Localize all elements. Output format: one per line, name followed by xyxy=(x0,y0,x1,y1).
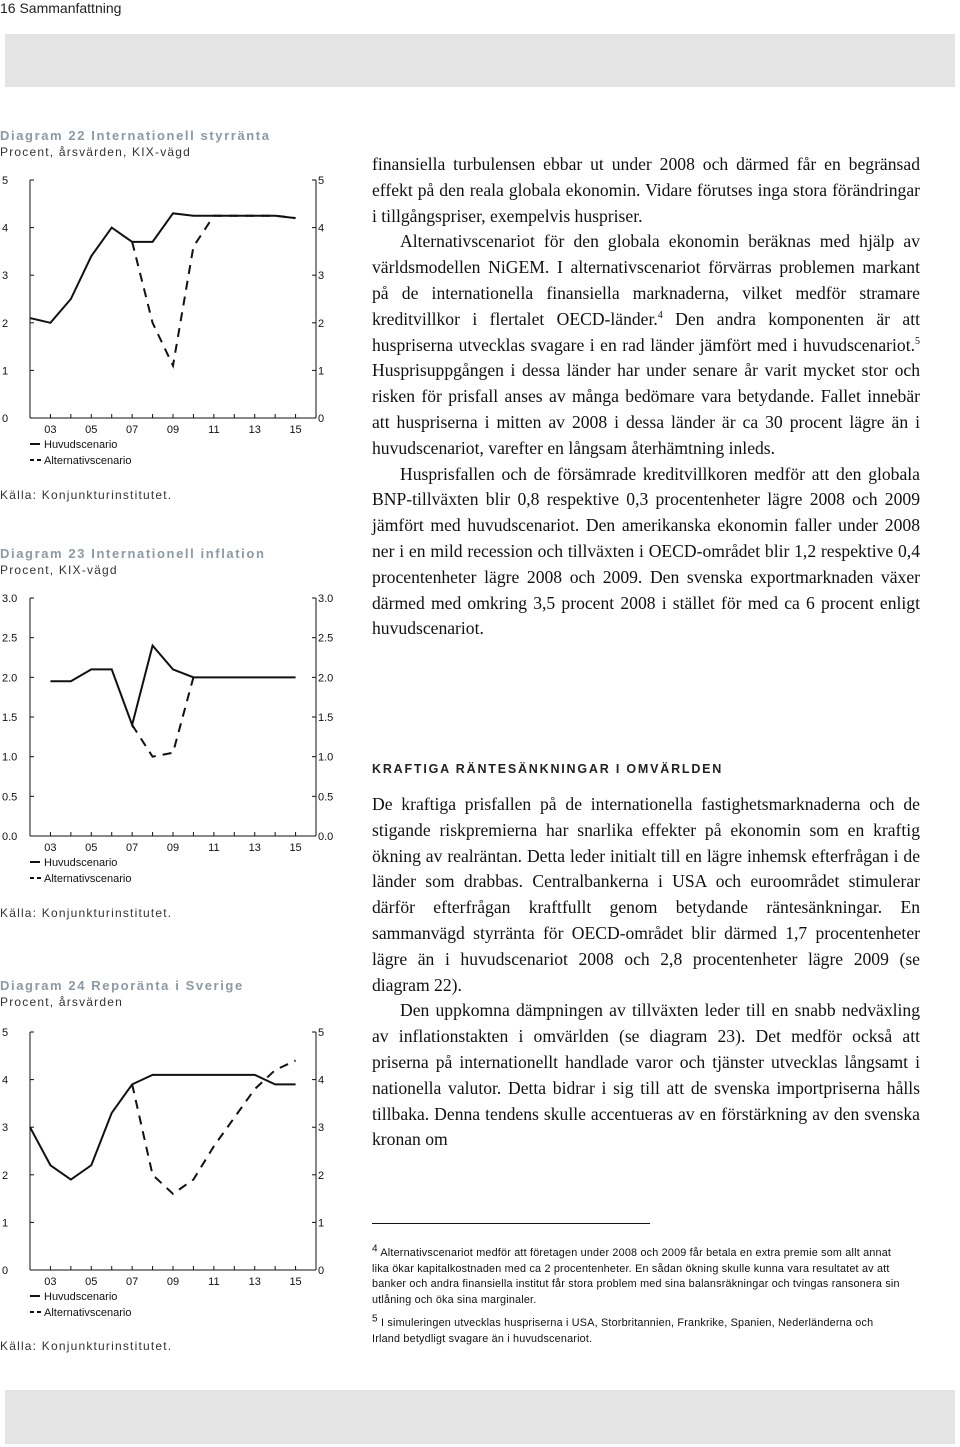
chart-source: Källa: Konjunkturinstitutet. xyxy=(0,488,173,502)
y-tick-label: 5 xyxy=(2,175,9,187)
footnote-text: I simuleringen utvecklas huspriserna i USA, Storbritannien, Frankrike, Spanien, Nederländerna och Irland betydligt svagare än i huvudscenariot. xyxy=(372,1317,874,1345)
alternativscenario-line xyxy=(132,1061,295,1194)
y-tick-label: 3 xyxy=(2,270,9,283)
footnote-ref: 4 xyxy=(657,309,663,321)
y-tick-label: 1.0 xyxy=(2,751,18,764)
y-tick-label: 1.5 xyxy=(318,712,334,724)
x-tick-label: 05 xyxy=(85,842,98,854)
x-tick-label: 03 xyxy=(44,1276,57,1288)
x-tick-label: 13 xyxy=(248,842,261,854)
x-tick-label: 13 xyxy=(248,1276,261,1288)
x-tick-label: 07 xyxy=(126,842,139,854)
x-tick-label: 07 xyxy=(126,1276,139,1288)
x-tick-label: 13 xyxy=(248,424,261,436)
body-text-upper xyxy=(372,152,920,642)
footnote-number: 4 xyxy=(372,1243,378,1255)
alternativscenario-line xyxy=(132,216,295,366)
chart-title: Diagram 23 Internationell inflation xyxy=(0,546,266,561)
y-tick-label: 4 xyxy=(2,1074,9,1087)
x-tick-label: 11 xyxy=(208,424,220,436)
y-tick-label: 2.5 xyxy=(318,632,334,645)
y-tick-label: 3 xyxy=(2,1122,9,1135)
diagram-24 xyxy=(0,978,350,1009)
y-tick-label: 5 xyxy=(318,1027,325,1039)
x-tick-label: 15 xyxy=(289,1276,302,1288)
huvudscenario-line xyxy=(50,646,295,725)
chart-23-svg xyxy=(0,586,350,896)
y-tick-label: 0.5 xyxy=(2,791,18,804)
legend-label: Huvudscenario xyxy=(44,857,118,869)
body-text-lower xyxy=(372,792,920,1153)
legend-label: Huvudscenario xyxy=(44,439,118,451)
x-tick-label: 05 xyxy=(85,424,98,436)
chart-22-svg xyxy=(0,168,350,488)
paragraph xyxy=(372,229,920,461)
x-tick-label: 05 xyxy=(85,1276,98,1288)
y-tick-label: 0.0 xyxy=(318,831,334,843)
footer-band xyxy=(5,1390,955,1444)
chart-subtitle: Procent, KIX-vägd xyxy=(0,563,118,577)
chart-source: Källa: Konjunkturinstitutet. xyxy=(0,1339,173,1353)
paragraph-text: Husprisuppgången i dessa länder har under senare år varit mycket stor och risken för prisfall anses av många bedömare vara betydande. Fallet innebär att huspriserna i mitten av 2008 i dessa länder är ca 30 procent lägre än i huvudscenariot, varefter en långsam återhämtning inleds. xyxy=(372,360,920,458)
y-tick-label: 4 xyxy=(318,1074,325,1087)
paragraph-text: Alternativscenariot för den globala ekonomin beräknas med hjälp av världsmodellen NiGEM. I alternativscenariot förvärras problemen markant på de internationella finansiella marknaderna, vilket medför stramare kreditvillkor i flertalet OECD-länder. xyxy=(372,231,920,329)
y-tick-label: 3.0 xyxy=(2,593,18,605)
paragraph: finansiella turbulensen ebbar ut under 2008 och därmed får en begränsad effekt på den reala globala ekonomin. Vidare förutses inga stora förändringar i tillgångspriser, exempelvis huspriser. xyxy=(372,154,920,226)
header-band xyxy=(5,34,955,87)
x-tick-label: 09 xyxy=(166,424,180,436)
y-tick-label: 0.0 xyxy=(2,831,18,843)
diagram-22 xyxy=(0,128,350,159)
paragraph-text: Den andra komponenten är att huspriserna utvecklas svagare i en rad länder jämfört med i huvudscenariot. xyxy=(372,308,920,355)
y-tick-label: 1 xyxy=(318,365,325,378)
x-tick-label: 03 xyxy=(44,424,57,436)
y-tick-label: 4 xyxy=(318,222,325,235)
footnote-text: Alternativscenariot medför att företagen under 2008 och 2009 får betala en extra premie som allt annat lika ökar kapitalkostnaden med ca 2 procentenheter. En sådan ökning skulle kunna vara resultatet av att banker och andra finansiella institut får stora problem med sina balansräkningar och tvingas ransonera sin utlåning och öka sina marginaler. xyxy=(372,1247,900,1306)
footnote-number: 5 xyxy=(372,1313,378,1325)
paragraph: Husprisfallen och de försämrade kreditvillkoren medför att den globala BNP-tillväxten blir 0,8 respektive 0,3 procentenheter lägre 2008 och 2009 jämfört med huvudscenariot. Den amerikanska ekonomin faller under 2008 ner i en mild recession och tillväxten i OECD-området blir 1,2 respektive 0,4 procentenheter lägre 2008 och 2009. Den svenska exportmarknaden växer därmed med omkring 3,5 procent 2008 i stället för med ca 6 procent enligt huvudscenariot. xyxy=(372,463,920,639)
diagram-23 xyxy=(0,546,350,577)
footnote-ref: 5 xyxy=(915,335,920,347)
huvudscenario-line xyxy=(30,213,296,322)
y-tick-label: 3 xyxy=(318,1122,325,1135)
y-tick-label: 1.0 xyxy=(318,751,334,764)
y-tick-label: 5 xyxy=(318,175,325,187)
y-tick-label: 0 xyxy=(2,1265,9,1277)
chart-24-svg xyxy=(0,1020,350,1336)
chart-title: Diagram 22 Internationell styrränta xyxy=(0,128,271,143)
y-tick-label: 4 xyxy=(2,222,9,235)
y-tick-label: 2 xyxy=(318,1169,325,1182)
x-tick-label: 09 xyxy=(166,842,180,854)
page-header: 16 Sammanfattning xyxy=(0,0,122,16)
y-tick-label: 0.5 xyxy=(318,791,334,804)
paragraph: De kraftiga prisfallen på de internationella fastighetsmarknaderna och de stigande riskpremierna har snarlika effekter på ekonomin som en kraftig ökning av realräntan. Detta leder initialt till en lägre inhemsk efterfrågan i de länder som drabbas. Centralbankerna i USA och euroområdet stimulerar därför efterfrågan kraftfullt genom betydande räntesänkningar. En sammanvägd styrränta för OECD-området blir därmed 1,7 procentenheter lägre än i huvudscenariot 2008 och 2,8 procentenheter lägre 2009 (se diagram 22). xyxy=(372,794,920,995)
y-tick-label: 0 xyxy=(2,413,9,425)
y-tick-label: 2 xyxy=(2,317,9,330)
x-tick-label: 11 xyxy=(208,842,220,854)
chart-source: Källa: Konjunkturinstitutet. xyxy=(0,906,173,920)
y-tick-label: 0 xyxy=(318,413,325,425)
legend-label: Huvudscenario xyxy=(44,1291,118,1303)
y-tick-label: 1 xyxy=(2,365,9,378)
footnotes xyxy=(372,1243,902,1355)
paragraph: Den uppkomna dämpningen av tillväxten leder till en snabb nedväxling av inflationstakten i omvärlden (se diagram 23). Det medför också att priserna på internationellt handlade varor och tjänster utvecklas långsamt i nationella valutor. Detta bidrar i sig till att de svenska importpriserna hålls tillbaka. Denna tendens skulle accentueras av en förstärkning av den svenska kronan om xyxy=(372,1000,920,1150)
x-tick-label: 09 xyxy=(166,1276,180,1288)
y-tick-label: 0 xyxy=(318,1265,325,1277)
section-heading: KRAFTIGA RÄNTESÄNKNINGAR I OMVÄRLDEN xyxy=(372,762,724,776)
legend-label: Alternativscenario xyxy=(44,1307,132,1319)
chart-subtitle: Procent, årsvärden xyxy=(0,995,123,1009)
y-tick-label: 2 xyxy=(318,317,325,330)
y-tick-label: 1 xyxy=(2,1217,9,1230)
y-tick-label: 1 xyxy=(318,1217,325,1230)
x-tick-label: 03 xyxy=(44,842,57,854)
footnote-4 xyxy=(372,1243,902,1308)
x-tick-label: 07 xyxy=(126,424,139,436)
huvudscenario-line xyxy=(30,1075,296,1180)
x-tick-label: 11 xyxy=(208,1276,220,1288)
footnote-5 xyxy=(372,1313,902,1347)
y-tick-label: 3.0 xyxy=(318,593,334,605)
y-tick-label: 1.5 xyxy=(2,712,18,724)
chart-subtitle: Procent, årsvärden, KIX-vägd xyxy=(0,145,192,159)
chart-title: Diagram 24 Reporänta i Sverige xyxy=(0,978,244,993)
x-tick-label: 15 xyxy=(289,842,302,854)
legend-label: Alternativscenario xyxy=(44,455,132,467)
y-tick-label: 3 xyxy=(318,270,325,283)
footnote-divider xyxy=(372,1223,650,1224)
y-tick-label: 2.0 xyxy=(2,672,18,685)
y-tick-label: 2.0 xyxy=(318,672,334,685)
y-tick-label: 2 xyxy=(2,1169,9,1182)
y-tick-label: 2.5 xyxy=(2,632,18,645)
legend-label: Alternativscenario xyxy=(44,873,132,885)
y-tick-label: 5 xyxy=(2,1027,9,1039)
x-tick-label: 15 xyxy=(289,424,302,436)
